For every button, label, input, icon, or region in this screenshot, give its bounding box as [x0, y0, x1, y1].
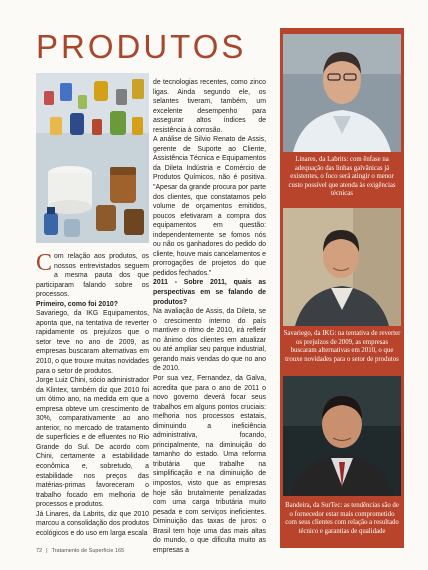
paragraph: de tecnologias recentes, como zinco ligas. Ainda segundo ele, os selantes tiveram, também, um excelente desempenho para assegurar altos índices de resistência à corrosão. — [153, 79, 266, 134]
intro-paragraph: Com relação aos produtos, os nossos entrevistados seguem a mesma pauta dos que participaram falando sobre os processos. — [36, 250, 149, 299]
paragraph: Na avaliação de Assis, da Dileta, se o crescimento interno do país mantiver o ritmo de 2010, irá refletir no ânimo dos clientes em atualizar ou até ampliar seu parque industrial, gerando mais vendas do que no ano de 2010. — [153, 308, 266, 373]
paragraph: Savariego, da IKG Equipamentos, aponta que, na tentativa de reverter rapidamente os prejuízos que o setor teve no ano de 2009, as empresas buscaram alternativas em 2010, o que trouxe muitas novidades para o setor de produtos. — [36, 310, 150, 375]
caption-linares: Linares, da Labrits: com ênfase na adequação das linhas galvânicas já existentes, o foco será atingir o menor custo possível que atenda às exigências técnicas — [288, 156, 396, 198]
product-photo — [36, 73, 149, 243]
portrait-photo-linares — [283, 34, 401, 152]
question-heading: 2011 - Sobre 2011, quais as perspectivas em se falando de produtos? — [153, 279, 266, 306]
magazine-name: Tratamento de Superfície 165 — [51, 548, 125, 554]
article-column-1 — [36, 252, 149, 538]
paragraph: Por sua vez, Fernandez, da Galva, acredita que para o ano de 2011 o novo governo deverá focar seus trabalhos em alguns pontos cruciais: melhoria nos processos estatais, diminuindo a ineficiência administrativa, focando, principalmente, na diminuição do tamanho do estado. Uma reforma tributária que trabalhe na simplificação e na diminuição de impostos, visto que as empresas hoje são brutalmente penalizadas com uma carga tributária muito pesada e com serviços ineficientes. Diminuição das taxas de juros: o Brasil tem hoje uma das mais altas do mundo, o que dificulta muito as empresas a — [153, 374, 266, 554]
page-number: 72 — [36, 548, 43, 554]
article-column-2 — [153, 78, 266, 555]
page-footer — [36, 548, 128, 554]
paragraph: Jorge Luiz Chini, sócio administrador da Klintex, também diz que 2010 foi um ótimo ano, na medida em que a empresa obteve um crescimento de 30%, comparativamente ao ano anterior, no mercado de tratamento de superfícies e de efluentes no Rio Grande do Sul. De acordo com Chini, certamente a estabilidade econômica e, sobretudo, a estabilidade nos preços das matérias-primas favoreceram o trabalho focado em melhoria de processos e produtos. — [36, 377, 149, 509]
portrait-photo-bandeira — [283, 376, 401, 496]
paragraph: A análise de Silvio Renato de Assis, gerente de Suporte ao Cliente, Assistência Técnica e Equipamentos da Dileta Indústria e Comércio de Produtos Químicos, não é positiva. "Apesar da grande procura por parte dos clientes, que constatamos pelo volume de orçamentos emitidos, poucos efetivaram a compra dos equipamentos em questão: independentemente se fomos nós ou não os ganhadores do pedido do cliente, houve mais cancelamentos e prorrogações de projetos do que pedidos fechados." — [153, 136, 266, 277]
caption-bandeira: Bandeira, da SurTec: as tendências são de o fornecedor estar mais comprometido com seus clientes com relação a resultado técnico e garantias de qualidade — [285, 502, 399, 535]
footer-separator: | — [46, 548, 48, 554]
caption-savariego: Savariego, da IKG: na tentativa de reverter os prejuízos de 2009, as empresas buscaram alternativas em 2010, o que trouxe novidades para o setor de produtos — [283, 330, 401, 363]
paragraph: Já Linares, da Labrits, diz que 2010 marcou a consolidação dos produtos ecológicos e do uso em larga escala — [36, 510, 149, 537]
drop-cap: C — [36, 250, 53, 276]
page-title: PRODUTOS — [36, 28, 247, 65]
bottles-illustration — [36, 73, 149, 243]
photo-sidebar — [280, 28, 404, 548]
question-heading: Primeiro, como foi 2010? — [36, 300, 118, 308]
portrait-photo-savariego — [283, 208, 401, 326]
